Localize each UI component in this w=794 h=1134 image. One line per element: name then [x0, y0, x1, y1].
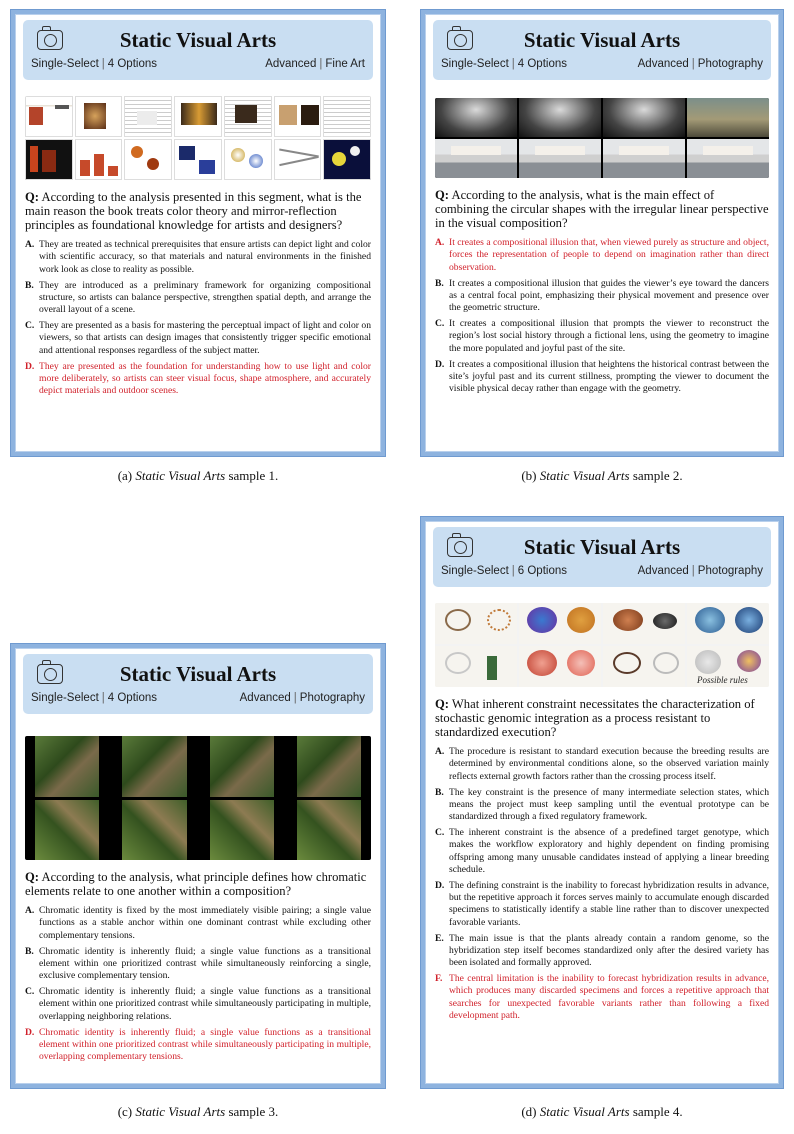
question-text: What inherent constraint necessitates the characterization of stochastic genomic integration as a process resistant to standardized execution? [435, 697, 755, 740]
caption-a: (a) Static Visual Arts sample 1. [117, 468, 279, 483]
card-header [23, 654, 373, 714]
question-text: According to the analysis presented in this segment, what is the main reason the book treats color theory and mirror-reflection principles as foundational knowledge for artists and designers? [25, 190, 362, 233]
select-type: Single-Select [31, 58, 99, 70]
option-text: They are introduced as a preliminary framework for organizing compositional structure, so artists can balance perspective, strengthen spatial depth, and arrange the overall layout of a scene. [39, 279, 371, 316]
photo-thumb [35, 736, 99, 797]
option-label: B. [25, 279, 34, 291]
select-type: Single-Select [441, 58, 509, 70]
card-header [433, 20, 771, 80]
card-meta: Single-Select | 6 Options Advanced | Photography [441, 565, 763, 577]
option-text: The procedure is resistant to standard execution because the breeding results are determined by environmental conditions alone, so the observed variation mainly reflects external growth factors rather than the crossing process itself. [449, 746, 769, 782]
option-d [435, 880, 769, 929]
tree-thumb [687, 603, 769, 644]
option-b [25, 946, 371, 983]
sample-card-a [11, 10, 385, 456]
option-text: It creates a compositional illusion that, when viewed purely as structure and object, forces the representation of people to depend on imagination rather than direct observation. [449, 237, 769, 273]
level: Advanced [637, 58, 689, 70]
sample-card-d [421, 517, 783, 1088]
question: Q: According to the analysis, what principle defines how chromatic elements relate to one another within a composition? [25, 870, 367, 899]
option-text: They are treated as technical prerequisites that ensure artists can depict light and color with scientific accuracy, so that materials and natural environments in the finished work look as close to reality as possible. [39, 239, 371, 275]
question: Q: According to the analysis presented in this segment, what is the main reason the book treats color theory and mirror-reflection principles as foundational knowledge for artists and designers? [25, 190, 362, 233]
book-page-thumb [25, 139, 73, 180]
category: Photography [697, 58, 763, 70]
card-meta: Single-Select | 4 Options Advanced | Photography [441, 58, 763, 70]
level: Advanced [637, 565, 689, 577]
options-list [23, 905, 373, 1063]
option-text: It creates a compositional illusion that guides the viewer’s eye toward the dancers as a central focal point, emphasizing their physical movement and presence over the geometric structure. [449, 277, 769, 314]
photo-thumb [519, 98, 601, 137]
option-text: The main issue is that the plants already contain a random genome, so the hybridization step itself becomes standardized only after the desired variety has been isolated and formally approved. [449, 932, 769, 969]
options-count: 4 Options [517, 58, 567, 70]
option-text: The key constraint is the presence of many intermediate selection states, which means the project must keep sampling until the eventual prototype can be standardized through a fixed regulatory framework. [449, 786, 769, 823]
card-title: Static Visual Arts [523, 27, 681, 52]
card-header [23, 20, 373, 80]
option-a [435, 237, 769, 274]
caption-b: (b) Static Visual Arts sample 2. [521, 468, 683, 483]
card-meta: Single-Select | 4 Options Advanced | Fine Art [31, 58, 365, 70]
question: Q: What inherent constraint necessitates the characterization of stochastic genomic integration as a process resistant to standardized execution? [435, 697, 755, 740]
option-f [435, 973, 769, 1022]
option-text: The defining constraint is the inability to forecast hybridization results in advance, but the repetitive approach it forces serves mainly to accumulate enough discarded specimens to statistically identify a stable line rather than to discover unexpected favorable variants. [449, 880, 769, 928]
photo-thumb [687, 98, 769, 137]
option-label: A. [435, 746, 445, 758]
photo-thumb [122, 800, 186, 861]
option-e [435, 933, 769, 970]
option-label: F. [435, 973, 443, 985]
media-strip [25, 96, 371, 180]
book-page-thumb [75, 96, 123, 137]
photo-thumb [35, 800, 99, 861]
caption-c: (c) Static Visual Arts sample 3. [117, 1104, 279, 1119]
options-count: 4 Options [107, 692, 157, 704]
option-text: They are presented as a basis for mastering the perceptual impact of light and color on viewers, so that artists can design images that consistently trigger specific emotional and attentional responses regardless of the subject matter. [39, 320, 371, 356]
options-list [23, 239, 373, 397]
book-page-thumb [124, 96, 172, 137]
category: Photography [299, 692, 365, 704]
book-page-thumb [224, 139, 272, 180]
sample-card-b [421, 10, 783, 456]
options-count: 6 Options [517, 565, 567, 577]
tree-thumb [435, 603, 517, 644]
photo-thumb [519, 139, 601, 178]
tree-thumb [435, 646, 517, 687]
card-title: Static Visual Arts [523, 534, 681, 559]
option-label: D. [435, 880, 445, 891]
photo-thumb [603, 98, 685, 137]
caption-d: (d) Static Visual Arts sample 4. [521, 1104, 683, 1119]
option-label: A. [25, 239, 35, 251]
question: Q: According to the analysis, what is the main effect of combining the circular shapes with the irregular linear perspective in the visual composition? [435, 188, 769, 231]
category: Photography [697, 565, 763, 577]
option-b [435, 278, 769, 315]
option-text: The inherent constraint is the absence of a predefined target genotype, which makes the workflow exploratory and highly dependent on finding promising offspring among many unusable candidates instead of applying a linear breeding schedule. [449, 827, 769, 875]
photo-thumb [435, 98, 517, 137]
option-b [25, 280, 371, 317]
option-text: It creates a compositional illusion that prompts the viewer to reconstruct the region’s lost social history through a fictional lens, using the geometry to imagine the more populated and joyful past of the site. [449, 318, 769, 354]
option-label: D. [25, 1026, 35, 1038]
option-label: C. [25, 320, 35, 332]
card-title: Static Visual Arts [119, 27, 277, 52]
category: Fine Art [325, 58, 365, 70]
option-label: B. [435, 277, 444, 289]
tree-thumb [687, 646, 769, 687]
option-label: D. [25, 360, 35, 372]
camera-icon [37, 30, 63, 50]
photo-thumb [687, 139, 769, 178]
option-c [435, 318, 769, 355]
book-page-thumb [124, 139, 172, 180]
photo-thumb [297, 736, 361, 797]
photo-thumb [603, 139, 685, 178]
option-label: A. [25, 905, 35, 917]
photo-thumb [435, 139, 517, 178]
photo-thumb [297, 800, 361, 861]
option-label: D. [435, 358, 445, 370]
tree-thumb [603, 603, 685, 644]
option-label: C. [25, 986, 35, 998]
card-meta: Single-Select | 4 Options Advanced | Photography [31, 692, 365, 704]
option-c [435, 827, 769, 876]
book-page-thumb [224, 96, 272, 137]
option-a [25, 905, 371, 942]
option-d [25, 361, 371, 398]
camera-icon [447, 537, 473, 557]
option-d [435, 359, 769, 396]
card-header [433, 527, 771, 587]
media-strip [435, 98, 769, 178]
camera-icon [447, 30, 473, 50]
media-strip [25, 736, 371, 860]
option-a [25, 239, 371, 276]
option-text: They are presented as the foundation for understanding how to use light and color more deliberately, so artists can steer visual focus, shape atmosphere, and accurately depict materials and outdoor scenes. [39, 360, 371, 397]
option-text: The central limitation is the inability to forecast hybridization results in advance, which produces many discarded specimens and forces a repetitive approach that searches for unexpected favorable variants rather than following a fixed development path. [449, 973, 769, 1021]
select-type: Single-Select [31, 692, 99, 704]
option-label: C. [435, 827, 445, 839]
options-list [433, 237, 771, 395]
option-label: C. [435, 318, 445, 330]
book-page-thumb [323, 96, 371, 137]
option-b [435, 787, 769, 824]
media-strip [435, 603, 769, 687]
select-type: Single-Select [441, 565, 509, 577]
option-text: It creates a compositional illusion that heightens the historical contrast between the site’s joyful past and its current stillness, prompting the viewer to document the visible physical decay rather than engage with the geometry. [449, 358, 769, 395]
option-text: Chromatic identity is inherently fluid; a single value functions as a transitional element within one prioritized contrast while simultaneously participating in multiple, overlapping complementary tensions. [39, 1026, 371, 1063]
option-c [25, 320, 371, 357]
option-c [25, 986, 371, 1023]
tree-thumb [519, 603, 601, 644]
option-label: B. [435, 786, 444, 798]
tree-thumb [519, 646, 601, 687]
options-count: 4 Options [107, 58, 157, 70]
option-text: Chromatic identity is fixed by the most immediately visible pairing; a single value functions as a stable anchor within one dominant contrast while excluding other complementary tensions. [39, 905, 371, 941]
option-label: A. [435, 237, 445, 249]
book-page-thumb [25, 96, 73, 137]
book-page-thumb [274, 96, 322, 137]
book-page-thumb [323, 139, 371, 180]
photo-thumb [210, 736, 274, 797]
tree-thumb [603, 646, 685, 687]
level: Advanced [265, 58, 317, 70]
camera-icon [37, 664, 63, 684]
level: Advanced [239, 692, 291, 704]
question-text: According to the analysis, what is the main effect of combining the circular shapes with the irregular linear perspective in the visual composition? [435, 188, 769, 231]
option-d [25, 1027, 371, 1064]
sample-card-c [11, 644, 385, 1088]
card-title: Static Visual Arts [119, 661, 277, 686]
book-page-thumb [174, 96, 222, 137]
media-caption: Possible rules [697, 675, 748, 685]
book-page-thumb [274, 139, 322, 180]
photo-thumb [210, 800, 274, 861]
photo-thumb [122, 736, 186, 797]
option-label: B. [25, 945, 34, 957]
options-list [433, 746, 771, 1022]
option-text: Chromatic identity is inherently fluid; a single value functions as a transitional element within one prioritized contrast while simultaneously reinforcing a single, exclusive complementary tension. [39, 945, 371, 982]
option-a [435, 746, 769, 783]
book-page-thumb [75, 139, 123, 180]
option-label: E. [435, 932, 444, 944]
option-text: Chromatic identity is inherently fluid; a single value functions as a transitional element within one prioritized contrast while simultaneously participating in multiple, overlapping neighboring relations. [39, 986, 371, 1022]
question-text: According to the analysis, what principle defines how chromatic elements relate to one another within a composition? [25, 870, 367, 899]
book-page-thumb [174, 139, 222, 180]
